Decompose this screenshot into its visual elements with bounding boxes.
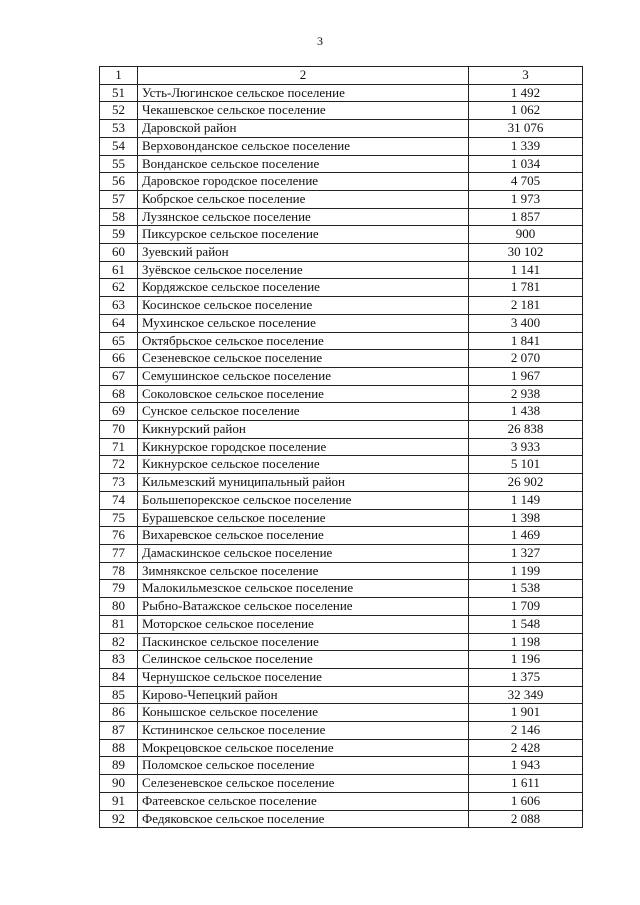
settlement-name: Косинское сельское поселение [138, 297, 469, 315]
row-number: 60 [100, 244, 138, 262]
settlement-name: Мокрецовское сельское поселение [138, 739, 469, 757]
population-value: 5 101 [469, 456, 583, 474]
settlement-name: Соколовское сельское поселение [138, 385, 469, 403]
settlement-name: Зуёвское сельское поселение [138, 261, 469, 279]
population-value: 1 375 [469, 668, 583, 686]
settlement-name: Фатеевское сельское поселение [138, 792, 469, 810]
column-header: 2 [138, 67, 469, 85]
table-row [100, 509, 583, 527]
table-row [100, 173, 583, 191]
settlement-name: Кикнурское сельское поселение [138, 456, 469, 474]
column-header: 1 [100, 67, 138, 85]
population-value: 26 838 [469, 421, 583, 439]
settlement-name: Семушинское сельское поселение [138, 367, 469, 385]
population-value: 1 901 [469, 704, 583, 722]
table-row [100, 598, 583, 616]
population-value: 2 088 [469, 810, 583, 828]
population-value: 1 196 [469, 651, 583, 669]
table-row [100, 438, 583, 456]
table-row [100, 651, 583, 669]
population-value: 1 339 [469, 137, 583, 155]
table-row [100, 155, 583, 173]
row-number: 70 [100, 421, 138, 439]
settlement-name: Большепорекское сельское поселение [138, 491, 469, 509]
row-number: 62 [100, 279, 138, 297]
table-row [100, 403, 583, 421]
population-value: 1 141 [469, 261, 583, 279]
table-row [100, 775, 583, 793]
settlement-name: Зимнякское сельское поселение [138, 562, 469, 580]
row-number: 66 [100, 350, 138, 368]
settlement-name: Октябрьское сельское поселение [138, 332, 469, 350]
row-number: 53 [100, 120, 138, 138]
row-number: 81 [100, 615, 138, 633]
row-number: 69 [100, 403, 138, 421]
settlement-name: Верховонданское сельское поселение [138, 137, 469, 155]
table-row [100, 367, 583, 385]
row-number: 80 [100, 598, 138, 616]
population-value: 2 181 [469, 297, 583, 315]
row-number: 68 [100, 385, 138, 403]
row-number: 85 [100, 686, 138, 704]
population-value: 1 034 [469, 155, 583, 173]
settlement-name: Малокильмезское сельское поселение [138, 580, 469, 598]
row-number: 92 [100, 810, 138, 828]
table-row [100, 226, 583, 244]
table-row [100, 491, 583, 509]
population-value: 2 146 [469, 722, 583, 740]
settlement-name: Лузянское сельское поселение [138, 208, 469, 226]
population-value: 26 902 [469, 474, 583, 492]
settlement-name: Кильмезский муниципальный район [138, 474, 469, 492]
population-value: 1 538 [469, 580, 583, 598]
table-row [100, 704, 583, 722]
row-number: 91 [100, 792, 138, 810]
settlement-name: Вонданское сельское поселение [138, 155, 469, 173]
population-value: 1 841 [469, 332, 583, 350]
row-number: 63 [100, 297, 138, 315]
row-number: 67 [100, 367, 138, 385]
settlement-name: Усть-Люгинское сельское поселение [138, 84, 469, 102]
table-row [100, 102, 583, 120]
table-row [100, 562, 583, 580]
table-row [100, 474, 583, 492]
table-row [100, 190, 583, 208]
settlement-name: Кордяжское сельское поселение [138, 279, 469, 297]
table-row [100, 421, 583, 439]
population-value: 1 492 [469, 84, 583, 102]
row-number: 59 [100, 226, 138, 244]
settlement-name: Кстининское сельское поселение [138, 722, 469, 740]
row-number: 78 [100, 562, 138, 580]
table-row [100, 244, 583, 262]
row-number: 71 [100, 438, 138, 456]
row-number: 57 [100, 190, 138, 208]
table-row [100, 686, 583, 704]
row-number: 83 [100, 651, 138, 669]
row-number: 51 [100, 84, 138, 102]
settlement-name: Дамаскинское сельское поселение [138, 544, 469, 562]
row-number: 84 [100, 668, 138, 686]
settlement-name: Селезеневское сельское поселение [138, 775, 469, 793]
population-value: 1 967 [469, 367, 583, 385]
table-row [100, 456, 583, 474]
row-number: 88 [100, 739, 138, 757]
row-number: 54 [100, 137, 138, 155]
row-number: 79 [100, 580, 138, 598]
settlement-name: Даровское городское поселение [138, 173, 469, 191]
population-value: 1 062 [469, 102, 583, 120]
row-number: 87 [100, 722, 138, 740]
population-value: 1 709 [469, 598, 583, 616]
population-value: 1 149 [469, 491, 583, 509]
row-number: 74 [100, 491, 138, 509]
settlement-name: Даровской район [138, 120, 469, 138]
settlement-name: Сезеневское сельское поселение [138, 350, 469, 368]
population-value: 1 857 [469, 208, 583, 226]
settlement-name: Моторское сельское поселение [138, 615, 469, 633]
table-row [100, 810, 583, 828]
population-value: 1 548 [469, 615, 583, 633]
row-number: 56 [100, 173, 138, 191]
row-number: 61 [100, 261, 138, 279]
settlement-name: Сунское сельское поселение [138, 403, 469, 421]
table-row [100, 544, 583, 562]
table-row [100, 332, 583, 350]
settlement-name: Конышское сельское поселение [138, 704, 469, 722]
row-number: 77 [100, 544, 138, 562]
population-value: 31 076 [469, 120, 583, 138]
column-header: 3 [469, 67, 583, 85]
row-number: 73 [100, 474, 138, 492]
population-value: 30 102 [469, 244, 583, 262]
row-number: 58 [100, 208, 138, 226]
population-value: 900 [469, 226, 583, 244]
table-row [100, 792, 583, 810]
settlement-name: Пиксурское сельское поселение [138, 226, 469, 244]
table-row [100, 668, 583, 686]
settlement-name: Вихаревское сельское поселение [138, 527, 469, 545]
table-row [100, 722, 583, 740]
table-row [100, 208, 583, 226]
population-value: 1 469 [469, 527, 583, 545]
population-value: 1 198 [469, 633, 583, 651]
settlement-name: Кобрское сельское поселение [138, 190, 469, 208]
table-row [100, 385, 583, 403]
population-value: 2 070 [469, 350, 583, 368]
table-row [100, 527, 583, 545]
table-row [100, 137, 583, 155]
settlement-name: Кирово-Чепецкий район [138, 686, 469, 704]
table-row [100, 314, 583, 332]
row-number: 76 [100, 527, 138, 545]
settlement-name: Чекашевское сельское поселение [138, 102, 469, 120]
table-row [100, 279, 583, 297]
row-number: 52 [100, 102, 138, 120]
settlement-name: Мухинское сельское поселение [138, 314, 469, 332]
table-row [100, 120, 583, 138]
row-number: 90 [100, 775, 138, 793]
row-number: 75 [100, 509, 138, 527]
population-value: 3 400 [469, 314, 583, 332]
table-row [100, 84, 583, 102]
table-header-row [100, 67, 583, 85]
settlement-name: Зуевский район [138, 244, 469, 262]
population-value: 2 428 [469, 739, 583, 757]
data-table [99, 66, 583, 828]
population-value: 1 398 [469, 509, 583, 527]
table-row [100, 633, 583, 651]
population-value: 1 781 [469, 279, 583, 297]
row-number: 82 [100, 633, 138, 651]
settlement-name: Поломское сельское поселение [138, 757, 469, 775]
population-value: 3 933 [469, 438, 583, 456]
row-number: 64 [100, 314, 138, 332]
row-number: 72 [100, 456, 138, 474]
row-number: 55 [100, 155, 138, 173]
population-value: 4 705 [469, 173, 583, 191]
settlement-name: Селинское сельское поселение [138, 651, 469, 669]
population-value: 32 349 [469, 686, 583, 704]
row-number: 86 [100, 704, 138, 722]
table-row [100, 615, 583, 633]
population-value: 1 327 [469, 544, 583, 562]
table-row [100, 261, 583, 279]
settlement-name: Кикнурский район [138, 421, 469, 439]
settlement-name: Кикнурское городское поселение [138, 438, 469, 456]
table-row [100, 297, 583, 315]
table-row [100, 757, 583, 775]
population-value: 1 611 [469, 775, 583, 793]
population-value: 1 606 [469, 792, 583, 810]
page-number: 3 [317, 34, 323, 48]
population-value: 1 973 [469, 190, 583, 208]
settlement-name: Бурашевское сельское поселение [138, 509, 469, 527]
population-value: 1 943 [469, 757, 583, 775]
row-number: 65 [100, 332, 138, 350]
population-value: 1 438 [469, 403, 583, 421]
table-row [100, 350, 583, 368]
settlement-name: Рыбно-Ватажское сельское поселение [138, 598, 469, 616]
settlement-name: Федяковское сельское поселение [138, 810, 469, 828]
settlement-name: Паскинское сельское поселение [138, 633, 469, 651]
population-value: 1 199 [469, 562, 583, 580]
row-number: 89 [100, 757, 138, 775]
settlement-name: Чернушское сельское поселение [138, 668, 469, 686]
table-row [100, 580, 583, 598]
population-value: 2 938 [469, 385, 583, 403]
table-row [100, 739, 583, 757]
